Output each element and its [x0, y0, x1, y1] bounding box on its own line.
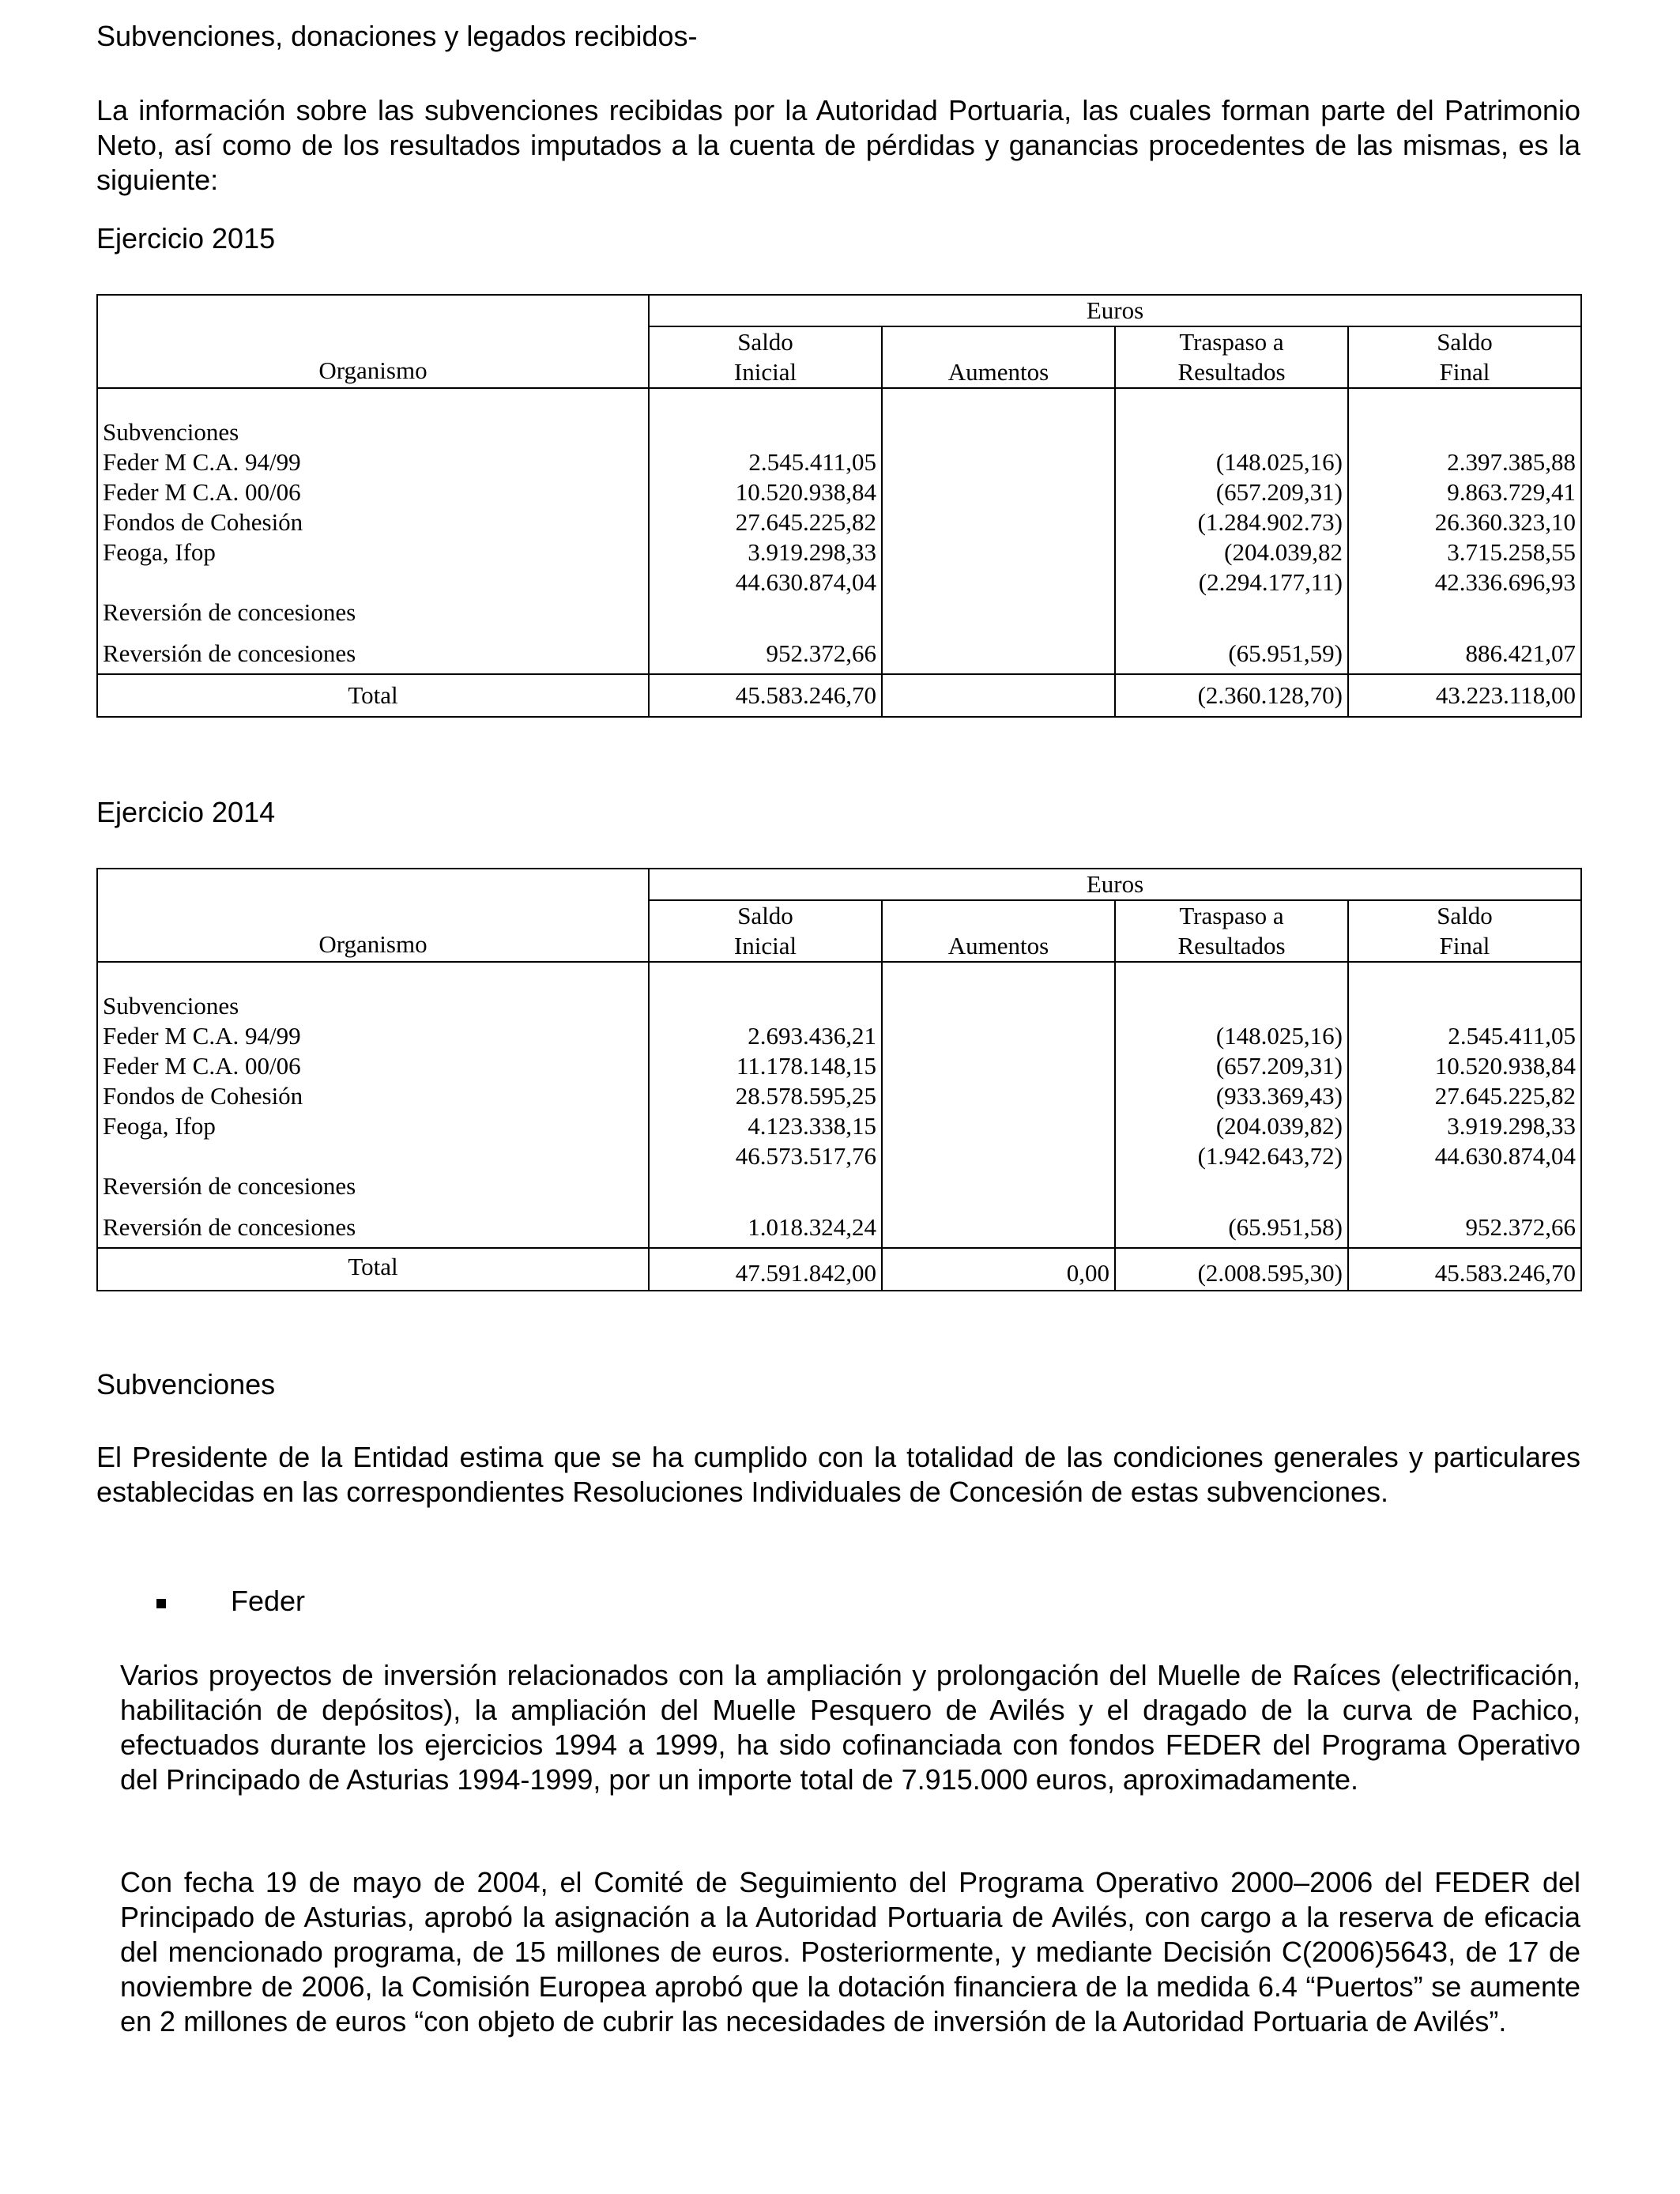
header-traspaso: Traspaso a Resultados: [1115, 326, 1348, 388]
feder-paragraph-1: Varios proyectos de inversión relacionados con la ampliación y prolongación del Muelle de Raíces (electrificación, habilitación de depósitos), la ampliación del Muelle Pesquero de Avilés y el dragado de la curva de Pachico, efectuados durante los ejercicios 1994 a 1999, ha sido cofinanciada con fondos FEDER del Programa Operativo del Principado de Asturias 1994-1999, por un importe total de 7.915.000 euros, aproximadamente.: [120, 1659, 1580, 1796]
header-traspaso: Traspaso a Resultados: [1115, 900, 1348, 962]
saldo-inicial-column: 2.693.436,21 11.178.148,15 28.578.595,25 4.123.338,15 46.573.517,76 1.018.324,24: [649, 962, 882, 1248]
header-organismo: Organismo: [97, 295, 649, 388]
total-traspaso: (2.360.128,70): [1115, 674, 1348, 717]
table-2015: [96, 294, 1582, 718]
table-2014: [96, 868, 1582, 1291]
row-label: Reversión de concesiones: [103, 1172, 356, 1200]
total-aumentos: 0,00: [882, 1248, 1115, 1291]
total-row: [97, 674, 1581, 717]
row-label: Fondos de Cohesión: [103, 508, 303, 536]
total-final: 43.223.118,00: [1348, 674, 1581, 717]
row-label: Feder M C.A. 94/99: [103, 1022, 301, 1050]
row-label: Feder M C.A. 00/06: [103, 1052, 301, 1080]
table-2015-caption: Ejercicio 2015: [96, 222, 276, 254]
header-euros: Euros: [649, 869, 1581, 900]
traspaso-column: (148.025,16) (657.209,31) (933.369,43) (204.039,82) (1.942.643,72) (65.951,58): [1115, 962, 1348, 1248]
header-saldo-final: Saldo Final: [1348, 900, 1581, 962]
header-saldo-final: Saldo Final: [1348, 326, 1581, 388]
total-final: 45.583.246,70: [1348, 1248, 1581, 1291]
row-label: Fondos de Cohesión: [103, 1082, 303, 1110]
total-traspaso: (2.008.595,30): [1115, 1248, 1348, 1291]
total-label: Total: [97, 674, 649, 717]
total-aumentos: [882, 674, 1115, 717]
row-label: Subvenciones: [103, 992, 239, 1020]
header-saldo-inicial: Saldo Inicial: [649, 900, 882, 962]
aumentos-column: [882, 388, 1115, 674]
header-saldo-inicial: Saldo Inicial: [649, 326, 882, 388]
header-aumentos: Aumentos: [882, 900, 1115, 962]
saldo-final-column: 2.397.385,88 9.863.729,41 26.360.323,10 3.715.258,55 42.336.696,93 886.421,07: [1348, 388, 1581, 674]
header-organismo: Organismo: [97, 869, 649, 962]
row-label: Feoga, Ifop: [103, 1112, 216, 1140]
bullet-feder: Feder: [231, 1585, 306, 1617]
row-label: Feder M C.A. 94/99: [103, 448, 301, 476]
row-label: Feoga, Ifop: [103, 538, 216, 566]
saldo-final-column: 2.545.411,05 10.520.938,84 27.645.225,82 3.919.298,33 44.630.874,04 952.372,66: [1348, 962, 1581, 1248]
header-aumentos: Aumentos: [882, 326, 1115, 388]
section-heading: Subvenciones, donaciones y legados recibidos-: [96, 20, 698, 52]
aumentos-column: [882, 962, 1115, 1248]
total-label: Total: [97, 1248, 649, 1291]
row-label: [103, 1141, 643, 1171]
row-label: Reversión de concesiones: [103, 598, 356, 626]
table-2014-caption: Ejercicio 2014: [96, 796, 276, 828]
square-bullet-icon: [156, 1599, 166, 1608]
saldo-inicial-column: 2.545.411,05 10.520.938,84 27.645.225,82 3.919.298,33 44.630.874,04 952.372,66: [649, 388, 882, 674]
row-label: Reversión de concesiones: [103, 639, 356, 667]
total-row: [97, 1248, 1581, 1291]
traspaso-column: (148.025,16) (657.209,31) (1.284.902.73) (204.039,82 (2.294.177,11) (65.951,59): [1115, 388, 1348, 674]
organismo-column: [97, 962, 649, 1248]
feder-paragraph-2: Con fecha 19 de mayo de 2004, el Comité de Seguimiento del Programa Operativo 2000–2006 del FEDER del Principado de Asturias, aprobó la asignación a la Autoridad Portuaria de Avilés, con cargo a la reserva de eficacia del mencionado programa, de 15 millones de euros. Posteriormente, y mediante Decisión C(2006)5643, de 17 de noviembre de 2006, la Comisión Europea aprobó que la dotación financiera de la medida 6.4 “Puertos” se aumente en 2 millones de euros “con objeto de cubrir las necesidades de inversión de la Autoridad Portuaria de Avilés”.: [120, 1866, 1580, 2038]
row-label: Reversión de concesiones: [103, 1213, 356, 1241]
row-label: Feder M C.A. 00/06: [103, 478, 301, 506]
header-euros: Euros: [649, 295, 1581, 326]
total-inicial: 47.591.842,00: [649, 1248, 882, 1291]
total-inicial: 45.583.246,70: [649, 674, 882, 717]
organismo-column: [97, 388, 649, 674]
row-label: Subvenciones: [103, 418, 239, 446]
row-label: [103, 567, 643, 598]
subvenciones-paragraph: El Presidente de la Entidad estima que se ha cumplido con la totalidad de las condiciones generales y particulares establecidas en las correspondientes Resoluciones Individuales de Concesión de estas subvenciones.: [96, 1441, 1580, 1508]
subvenciones-heading: Subvenciones: [96, 1368, 276, 1400]
intro-paragraph: La información sobre las subvenciones recibidas por la Autoridad Portuaria, las cuales forman parte del Patrimonio Neto, así como de los resultados imputados a la cuenta de pérdidas y ganancias procedentes de las mismas, es la siguiente:: [96, 94, 1580, 196]
